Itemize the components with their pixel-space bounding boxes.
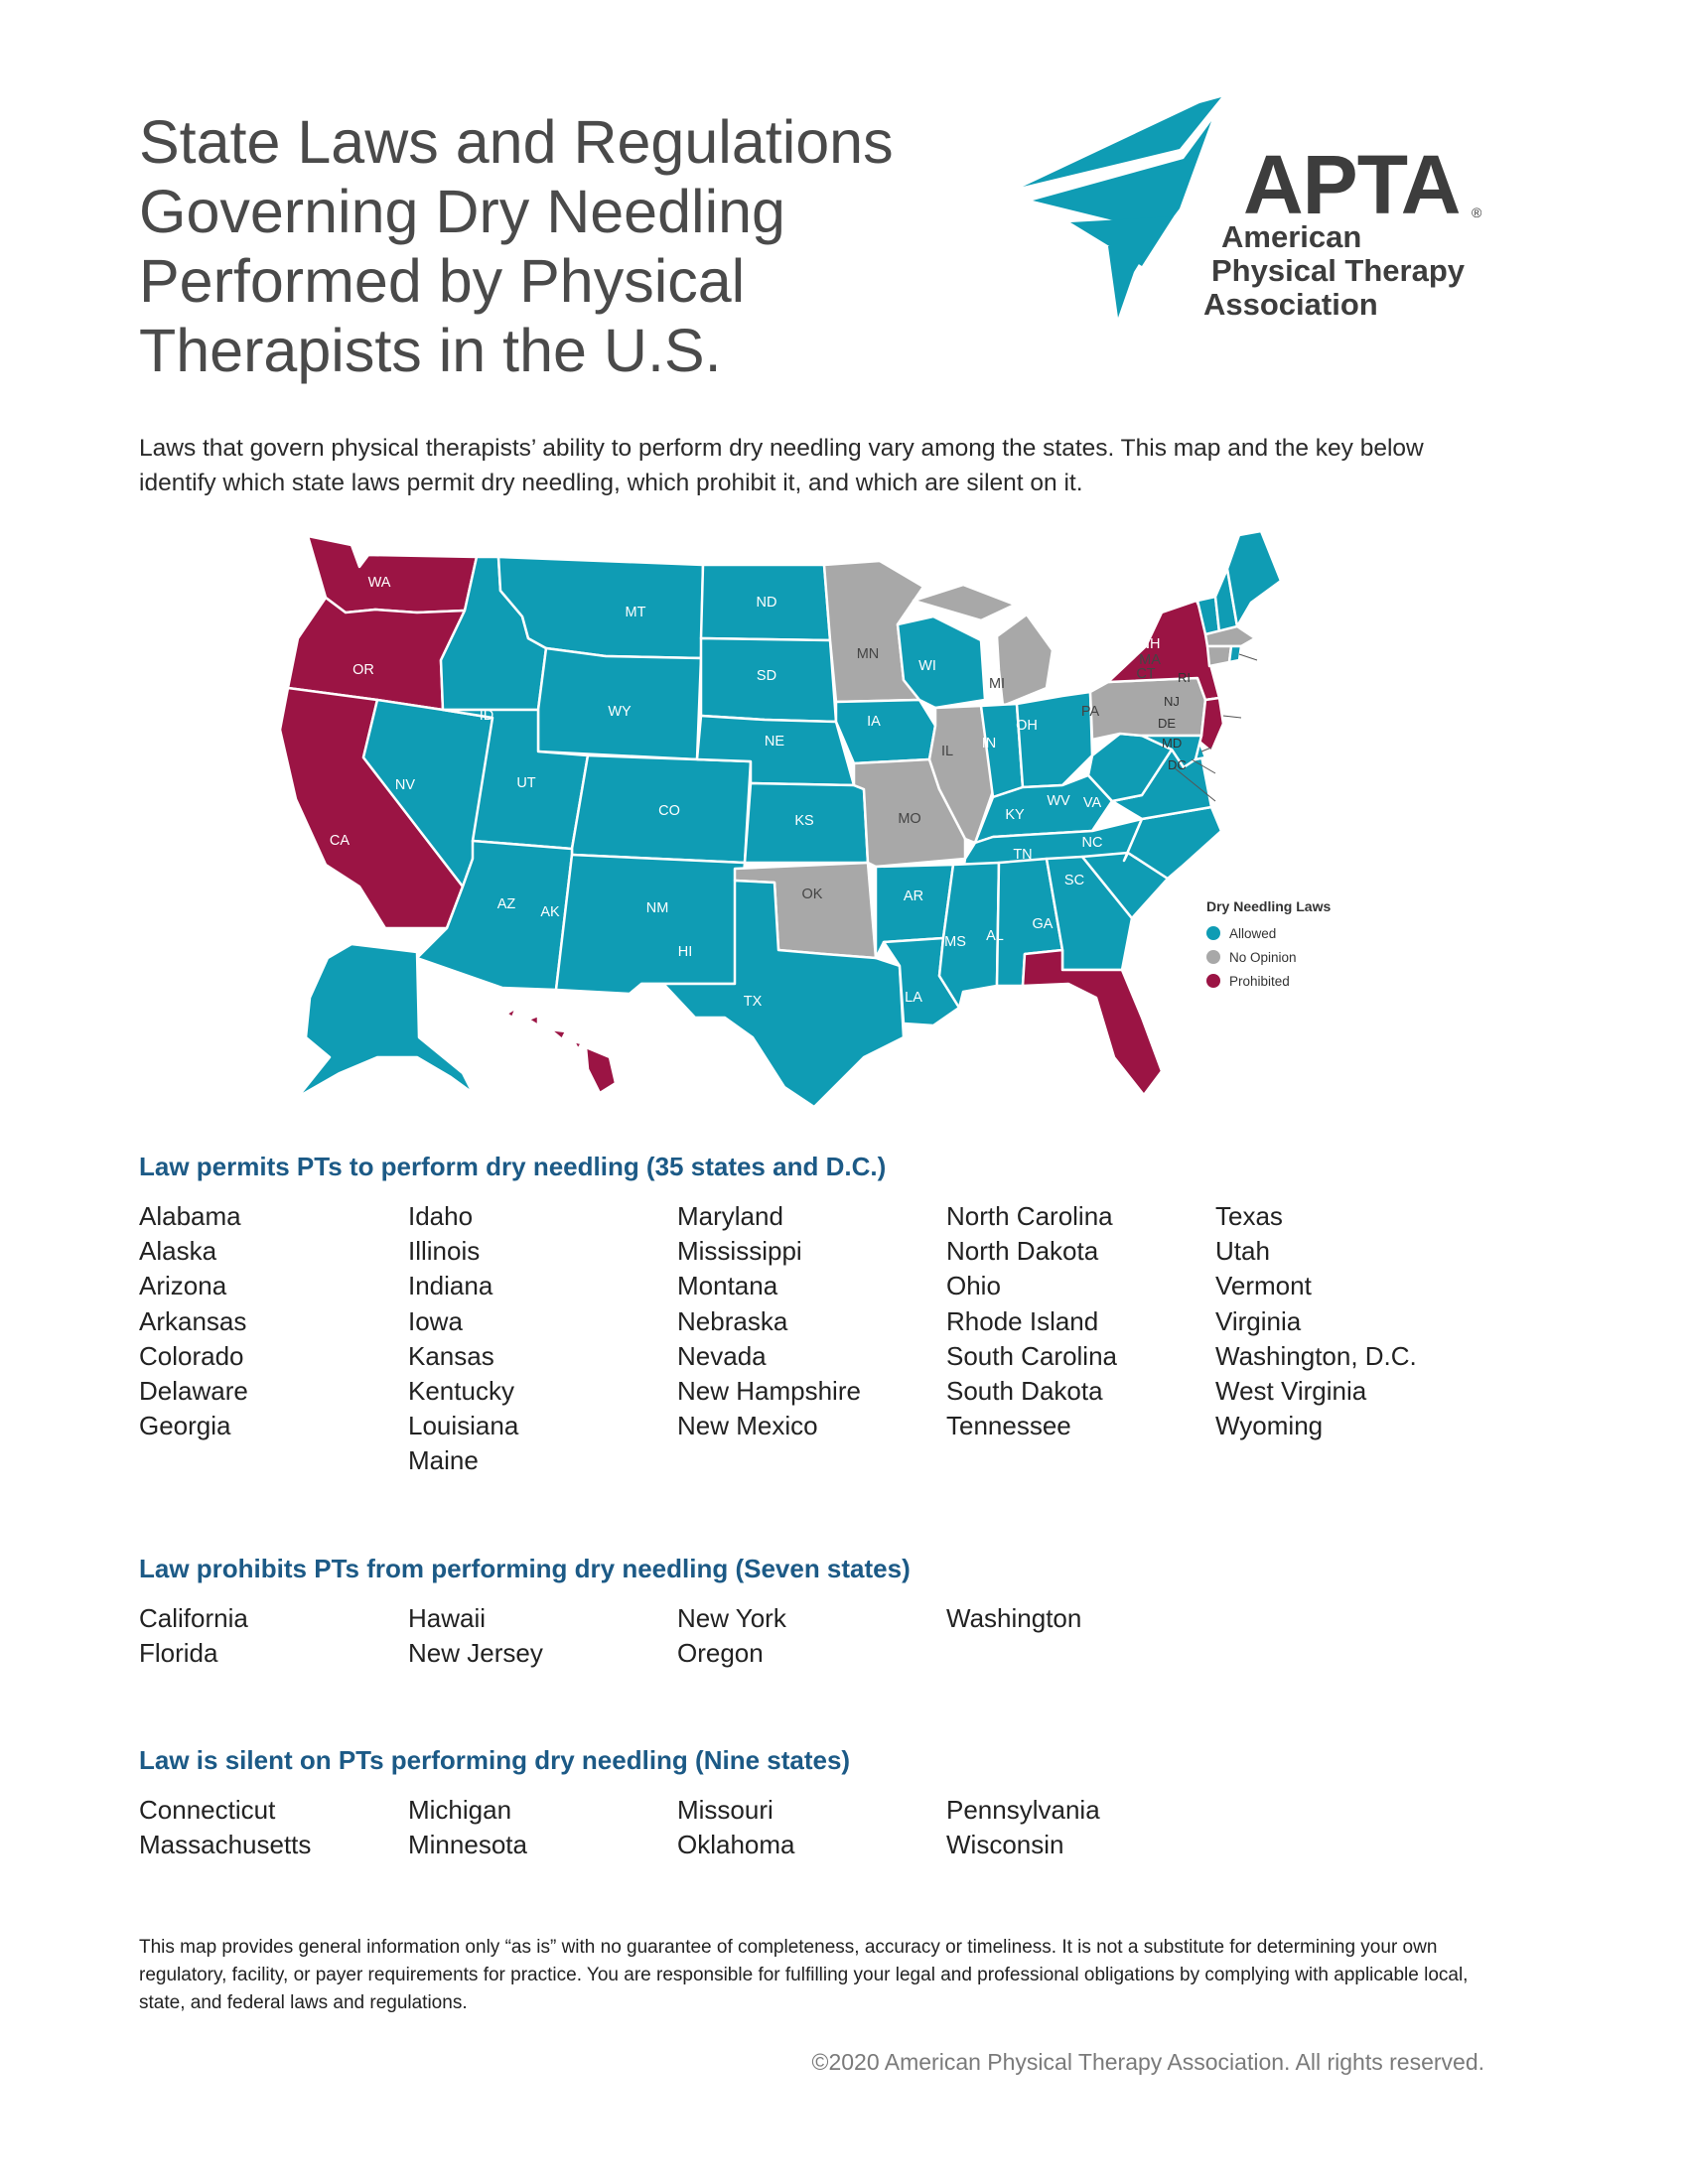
title-line: Therapists in the U.S. [139, 317, 722, 384]
state-label-nm: NM [645, 900, 669, 916]
state-name: Kansas [408, 1340, 494, 1371]
state-label-ia: IA [867, 714, 881, 730]
state-column [946, 1601, 1215, 1671]
disclaimer: This map provides general information only “as is” with no guarantee of completeness, accuracy or timeliness. It is not a substitute for determining your own regulatory, facility, or payer requirements for practice. You are responsible for fulfilling your legal and professional obligations by complying with applicable local, state, and federal laws and regulations. [139, 1937, 1469, 2013]
state-label-wv: WV [1047, 793, 1070, 809]
state-label-il: IL [940, 744, 954, 759]
state-column [946, 1793, 1215, 1862]
state-label-az: AZ [496, 896, 516, 912]
state-name: Washington, D.C. [1215, 1340, 1417, 1371]
state-label-sc: SC [1063, 873, 1085, 888]
legend-item-no-opinion [1206, 945, 1385, 969]
state-name: Maryland [677, 1201, 783, 1231]
state-name: South Carolina [946, 1340, 1117, 1371]
state-label-me: ME [1157, 595, 1179, 611]
state-name: Pennsylvania [946, 1795, 1100, 1825]
legend-label: Allowed [1229, 925, 1277, 941]
prohibits-state-list [139, 1601, 1215, 1671]
state-name: Rhode Island [946, 1305, 1099, 1336]
legend-label: No Opinion [1229, 949, 1297, 965]
state-label-co: CO [658, 803, 680, 819]
us-map [268, 521, 1311, 1122]
state-name: Oklahoma [677, 1830, 795, 1860]
state-name: Virginia [1215, 1305, 1302, 1336]
state-label-ct: CT [1136, 666, 1156, 682]
permits-heading: Law permits PTs to perform dry needling (35 states and D.C.) [139, 1152, 887, 1181]
registered-mark: ® [1472, 205, 1482, 220]
state-name: New York [677, 1603, 786, 1633]
state-label-pa: PA [1080, 704, 1100, 720]
state-label-wi: WI [918, 658, 936, 674]
state-label-wa: WA [367, 575, 391, 591]
state-CT [1207, 646, 1231, 666]
logo-line-3: Association [1203, 287, 1378, 322]
state-ME [1227, 531, 1281, 626]
state-name: Alaska [139, 1236, 217, 1267]
state-label-mt: MT [625, 605, 646, 620]
state-label-va: VA [1082, 795, 1102, 811]
state-HI [506, 1008, 616, 1093]
state-name: Colorado [139, 1340, 244, 1371]
state-name: Georgia [139, 1411, 231, 1441]
state-column [677, 1601, 946, 1671]
state-column [408, 1793, 677, 1862]
state-label-ri: RI [1178, 670, 1191, 685]
state-name: New Mexico [677, 1411, 818, 1441]
state-name: Kentucky [408, 1376, 514, 1407]
state-label-vt: VT [1124, 622, 1144, 638]
state-name: Florida [139, 1638, 218, 1669]
state-name: Washington [946, 1603, 1082, 1633]
state-label-tx: TX [743, 994, 763, 1010]
state-name: North Carolina [946, 1201, 1113, 1231]
state-name: Idaho [408, 1201, 474, 1231]
state-label-ma: MA [1139, 652, 1161, 668]
state-label-ky: KY [1005, 807, 1025, 823]
state-label-id: ID [479, 708, 494, 724]
title-line: State Laws and Regulations [139, 108, 894, 176]
legend-swatch [1206, 950, 1220, 964]
state-label-ms: MS [944, 934, 966, 950]
state-name: Delaware [139, 1376, 248, 1407]
copyright: ©2020 American Physical Therapy Association. All rights reserved. [811, 2049, 1484, 2075]
prohibits-heading: Law prohibits PTs from performing dry needling (Seven states) [139, 1554, 911, 1583]
state-label-ks: KS [794, 813, 814, 829]
state-label-ga: GA [1032, 916, 1054, 932]
state-column [408, 1601, 677, 1671]
state-label-mn: MN [856, 646, 880, 662]
state-name: Utah [1215, 1236, 1270, 1267]
state-label-nd: ND [756, 595, 777, 611]
state-column [139, 1601, 408, 1671]
state-label-ak: AK [540, 904, 560, 920]
state-name: New Hampshire [677, 1376, 861, 1407]
state-name: Iowa [408, 1305, 463, 1336]
state-name: Arizona [139, 1271, 227, 1301]
state-label-wy: WY [608, 704, 632, 720]
state-name: Nebraska [677, 1305, 788, 1336]
state-label-oh: OH [1016, 718, 1038, 734]
intro-paragraph: Laws that govern physical therapists’ ability to perform dry needling vary among the states. This map and the key below identify which state laws permit dry needling, which prohibit it, and which are silent on it. [139, 435, 1424, 496]
state-label-sd: SD [756, 668, 777, 684]
state-name: New Jersey [408, 1638, 543, 1669]
state-name: Minnesota [408, 1830, 527, 1860]
state-name: Texas [1215, 1201, 1283, 1231]
apta-logo [1023, 97, 1519, 336]
map-legend [1206, 898, 1385, 993]
state-WA [308, 536, 477, 613]
legend-title: Dry Needling Laws [1206, 898, 1332, 914]
logo-wordmark: APTA [1243, 138, 1461, 231]
state-name: Illinois [408, 1236, 481, 1267]
state-name: Maine [408, 1445, 479, 1476]
state-label-dc: DC [1168, 757, 1187, 772]
state-label-nj: NJ [1164, 694, 1180, 709]
page-title [139, 107, 953, 385]
state-name: Ohio [946, 1271, 1001, 1301]
state-column [1215, 1199, 1484, 1479]
state-name: Mississippi [677, 1236, 802, 1267]
silent-heading: Law is silent on PTs performing dry needling (Nine states) [139, 1745, 851, 1775]
state-name: Montana [677, 1271, 778, 1301]
legend-item-allowed [1206, 921, 1385, 945]
state-name: South Dakota [946, 1376, 1103, 1407]
state-label-md: MD [1162, 736, 1183, 751]
state-label-nv: NV [394, 777, 416, 793]
state-column [408, 1199, 677, 1479]
state-IA [836, 700, 935, 763]
state-name: Michigan [408, 1795, 512, 1825]
state-name: Vermont [1215, 1271, 1312, 1301]
legend-swatch [1206, 926, 1220, 940]
state-name: West Virginia [1215, 1376, 1367, 1407]
state-column [139, 1793, 408, 1862]
state-column [946, 1199, 1215, 1479]
state-label-hi: HI [677, 944, 693, 960]
state-name: Connecticut [139, 1795, 276, 1825]
state-NM [556, 855, 745, 994]
legend-item-prohibited [1206, 969, 1385, 993]
state-label-fl: FL [1075, 1020, 1093, 1035]
state-name: Wyoming [1215, 1411, 1324, 1441]
state-column [677, 1793, 946, 1862]
state-label-nh: NH [1139, 636, 1161, 652]
state-name: California [139, 1603, 248, 1633]
state-label-or: OR [352, 662, 374, 678]
state-label-tn: TN [1013, 847, 1033, 863]
state-name: Nevada [677, 1340, 767, 1371]
state-label-ne: NE [764, 734, 785, 750]
state-label-in: IN [981, 736, 997, 751]
state-label-la: LA [905, 990, 922, 1006]
state-label-mo: MO [898, 811, 921, 827]
permits-state-list [139, 1199, 1484, 1479]
legend-swatch [1206, 974, 1220, 988]
state-label-ca: CA [329, 833, 351, 849]
title-line: Performed by Physical [139, 247, 746, 315]
state-name: North Dakota [946, 1236, 1099, 1267]
logo-line-2: Physical Therapy [1211, 253, 1466, 288]
state-name: Alabama [139, 1201, 241, 1231]
legend-label: Prohibited [1229, 973, 1290, 989]
state-label-ok: OK [801, 887, 823, 902]
logo-line-1: American [1221, 219, 1362, 254]
state-name: Arkansas [139, 1305, 247, 1336]
state-name: Louisiana [408, 1411, 519, 1441]
state-column [139, 1199, 408, 1479]
state-name: Hawaii [408, 1603, 487, 1633]
state-label-ny: NY [1101, 654, 1123, 670]
state-name: Wisconsin [946, 1830, 1064, 1860]
us-map-svg [268, 521, 1311, 1122]
state-name: Massachusetts [139, 1830, 312, 1860]
state-label-mi: MI [988, 676, 1006, 692]
state-label-ut: UT [516, 775, 536, 791]
title-line: Governing Dry Needling [139, 178, 785, 245]
state-name: Indiana [408, 1271, 493, 1301]
state-name: Oregon [677, 1638, 764, 1669]
state-column [677, 1199, 946, 1479]
state-PA [1090, 678, 1205, 740]
state-label-de: DE [1158, 716, 1177, 731]
state-label-nc: NC [1081, 835, 1103, 851]
state-label-al: AL [986, 928, 1004, 944]
state-name: Tennessee [946, 1411, 1071, 1441]
silent-state-list [139, 1793, 1215, 1862]
state-label-ar: AR [903, 888, 924, 904]
state-name: Missouri [677, 1795, 774, 1825]
